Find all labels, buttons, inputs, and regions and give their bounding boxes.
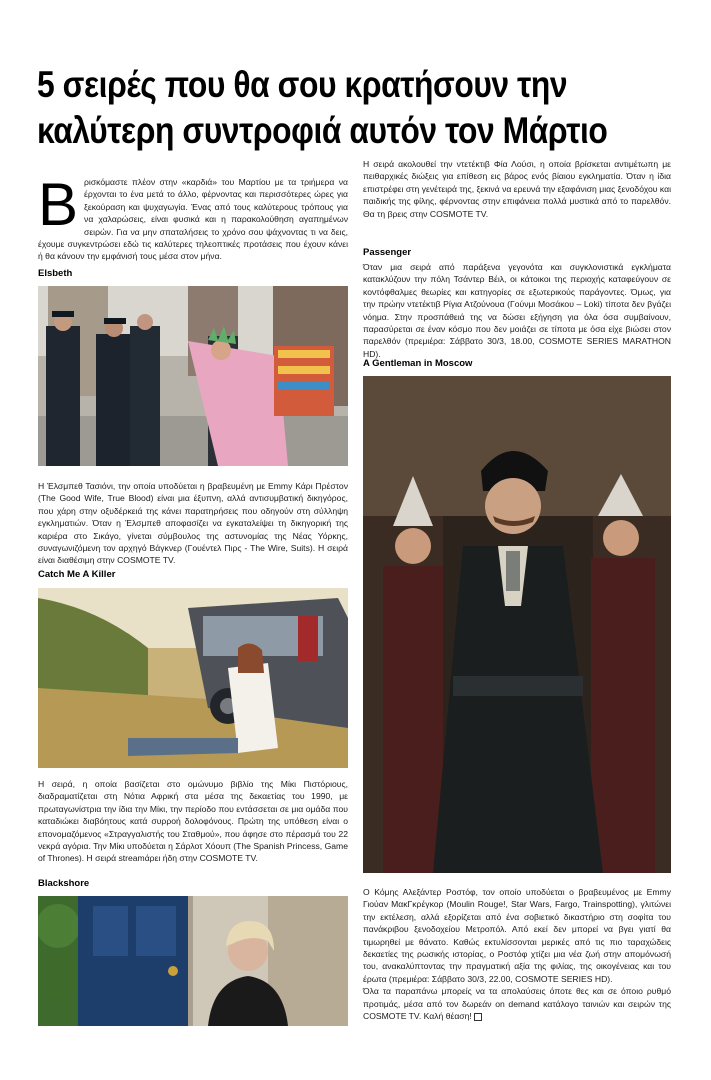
- catch-paragraph: Η σειρά, η οποία βασίζεται στο ομώνυμο βιβλίο της Μίκι Πιστόριους, διαδραματίζεται στη Νότια Αφρική στα μέσα της δεκαετίας του 1990, με πρωταγωνίστρια την ίδια την Μίκι, την περίοδο που εντάσσεται σε μια ομάδα που καταδιώκει διαβόητους κατά συρροή δολοφόνους. Πρώτη της υπόθεση είναι ο επονομαζόμενος «Στραγγαλιστής του Σταθμού», που άφησε στο πέρασμά του 22 νεκρά αγόρια. Την Μίκι υποδύεται η Σάρλοτ Χόουπ (The Spanish Princess, Game of Thrones). Η σειρά streamάρει ήδη στην COSMOTE TV.: [38, 779, 348, 864]
- blackshore-heading: Blackshore: [38, 878, 90, 889]
- elsbeth-heading: Elsbeth: [38, 268, 73, 279]
- blackshore-paragraph: Η σειρά ακολουθεί την ντετέκτιβ Φία Λούσι, η οποία βρίσκεται αντιμέτωπη με πειθαρχικές διώξεις για επίθεση εις βάρος ενός βίαιου εγκληματία. Όταν η ίδια επιστρέφει στη γενέτειρά της, ξεκινά να ερευνά την εξαφάνιση μιας ξενοδόχου και παιδικής της φίλης, φέρνοντας στην επιφάνεια πολλά μυστικά από το παρελθόν. Θα τη βρεις στην COSMOTE TV.: [363, 159, 671, 219]
- intro-text: ρισκόμαστε πλέον στην «καρδιά» του Μαρτίου με τα τριήμερα να έρχονται το ένα μετά το άλλο, φέρνοντας και περισσότερες ώρες για ξεκούραση και ψυχαγωγία. Ένας από τους καλύτερους τρόπους για να χαλαρώσεις, είναι φυσικά και η παρακολούθηση αγαπημένων σειρών. Για να μην σπαταλήσεις το χρόνο σου ψάχνοντας τι να δεις, έχουμε συγκεντρώσει εδώ τις καλύτερες τηλεοπτικές προτάσεις που έχουν κάνει ή θα κάνουν την εμφάνισή τους μέσα στον μήνα.: [38, 177, 348, 262]
- elsbeth-photo: [38, 286, 348, 466]
- closing-text: Όλα τα παραπάνω μπορείς να τα απολαύσεις όποτε θες και σε όποιο ρυθμό προτιμάς, μέσα από τον δωρεάν on demand κατάλογο ταινιών και σειρών της COSMOTE TV. Καλή θέαση!: [363, 986, 671, 1022]
- gentleman-text: [363, 886, 671, 1022]
- catch-heading: Catch Me A Killer: [38, 569, 116, 580]
- end-mark-icon: [474, 1013, 482, 1021]
- gentleman-heading: A Gentleman in Moscow: [363, 358, 473, 369]
- catch-text: [38, 778, 348, 865]
- intro-paragraph: [38, 171, 348, 263]
- passenger-heading: Passenger: [363, 247, 412, 258]
- gentleman-paragraph: Ο Κόμης Αλεξάντερ Ροστόφ, τον οποίο υποδύεται ο βραβευμένος με Emmy Γιούαν ΜακΓκρέγκορ (Moulin Rouge!, Star Wars, Fargo, Trainspotting), γλιτώνει την εκτέλεση, αλλά εξορίζεται από ένα σοβιετικό δικαστήριο στη σοφίτα του πανάκριβου ξενοδοχείου Μετροπόλ. Από εκεί δεν μπορεί να βγει γιατί θα τιμωρηθεί με θάνατο. Καθώς εκτυλίσσονται μερικές από τις πιο ταραχώδεις δεκαετίες της ρωσικής ιστορίας, ο Ροστόφ χτίζει μια νέα ζωή στην απομόνωσή του, ανακαλύπτοντας την πραγματική αξία της φιλίας, της οικογένειας και του έρωτα (πρεμιέρα: Σάββατο 30/3, 22.00, COSMOTE SERIES HD).: [363, 887, 671, 984]
- gentleman-photo: [363, 376, 671, 873]
- elsbeth-text: [38, 480, 348, 567]
- article-title: 5 σειρές που θα σου κρατήσουν την καλύτερη συντροφιά αυτόν τον Μάρτιο: [37, 64, 608, 151]
- blackshore-text: [363, 158, 671, 220]
- passenger-paragraph: Όταν μια σειρά από παράξενα γεγονότα και συγκλονιστικά εγκλήματα κατακλύζουν την πόλη Τσάντερ Βέιλ, οι κάτοικοι της περιοχής καταφεύγουν σε κοντόφθαλμες θεωρίες και κατηγορίες σε εξωτερικούς παράγοντες. Όμως, για την πρώην ντετέκτιβ Ρίγια Ατζούνουα (Γούνμι Μοσάκου – Loki) τίποτα δεν βγάζει νόημα. Στην προσπάθειά της να δώσει εξήγηση για όλα όσα συμβαίνουν, παρασύρεται σε έναν κόσμο που δεν μοιάζει σε τίποτα με όσα είχε βιώσει στον παρελθόν (πρεμιέρα: Σάββατο 30/3, 18.00, COSMOTE SERIES MARATHON HD).: [363, 262, 671, 359]
- passenger-text: [363, 261, 671, 360]
- catch-photo: [38, 588, 348, 768]
- drop-cap: Β: [38, 171, 79, 238]
- elsbeth-paragraph: Η Έλσμπεθ Τασιόνι, την οποία υποδύεται η βραβευμένη με Emmy Κάρι Πρέστον (The Good Wife, True Blood) είναι μια έξυπνη, αλλά αντισυμβατική δικηγόρος, που χάρη στην οξυδέρκειά της κάνει παρατηρήσεις που οδηγούν στη σύλληψη εγκληματιών. Όταν η Έλσμπεθ αποφασίζει να εγκαταλείψει τη δικηγορική της καριέρα στο Σικάγο, γίνεται σύμβουλος της αστυνομίας της Νέας Υόρκης, συναγωνιζόμενη τον αρχηγό Βάγκνερ (Γουέντελ Πιρς - The Wire, Suits). Η σειρά είναι διαθέσιμη στην COSMOTE TV.: [38, 481, 348, 566]
- blackshore-photo: [38, 896, 348, 1026]
- closing-paragraph: [363, 985, 671, 1022]
